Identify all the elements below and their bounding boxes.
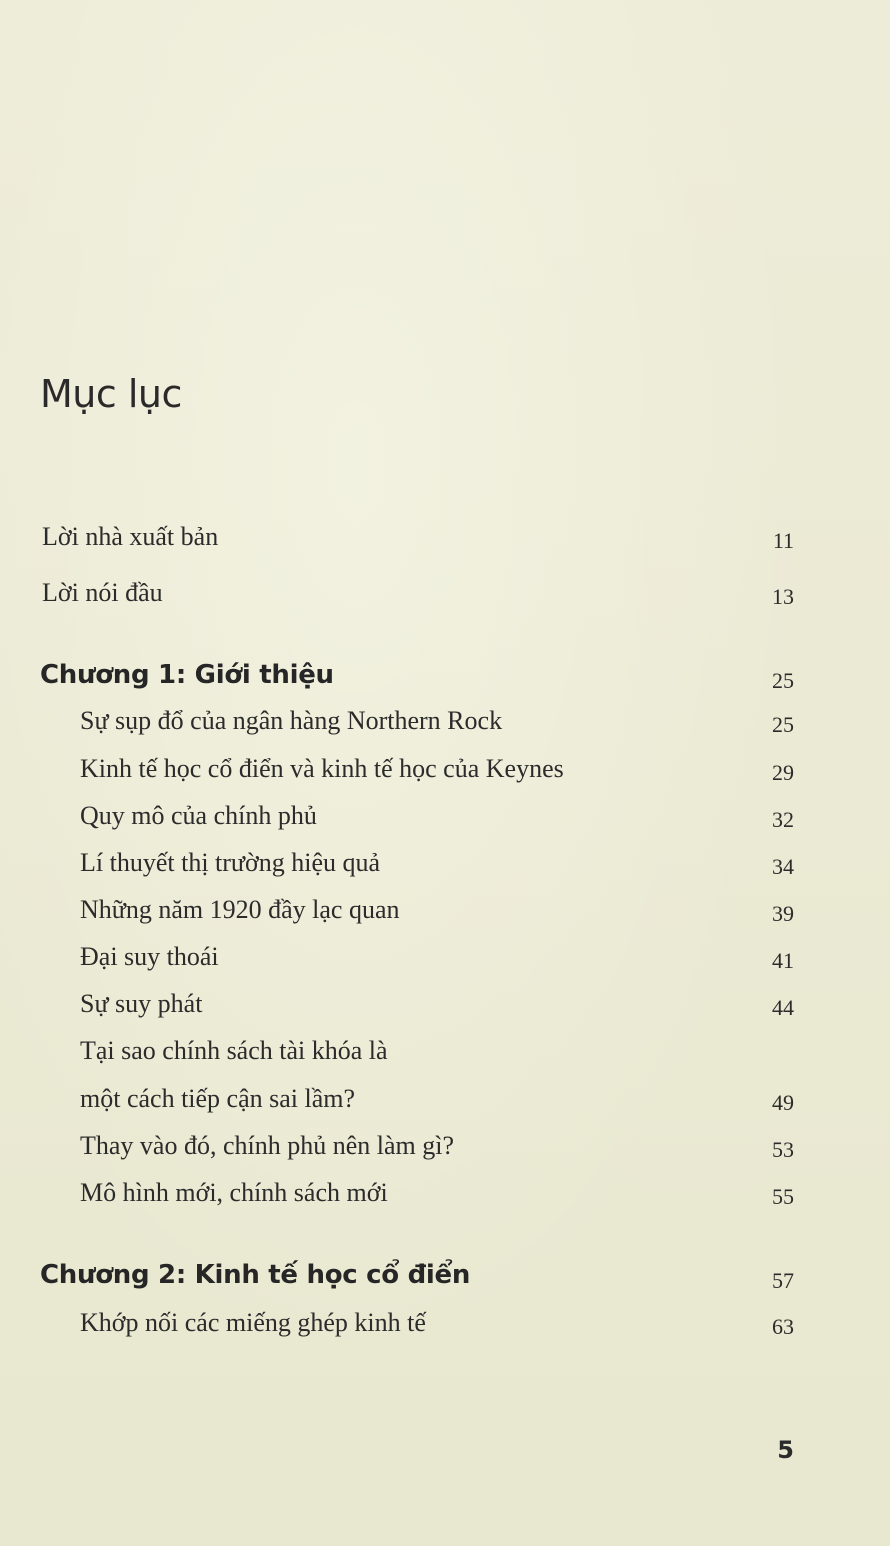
toc-entry-page: 11	[772, 528, 794, 553]
toc-entry-page: 63	[772, 1314, 794, 1339]
toc-entry	[0, 1036, 890, 1076]
toc-entry-label: Lời nói đầu	[42, 578, 163, 607]
toc-entry-label: Những năm 1920 đầy lạc quan	[80, 895, 400, 924]
toc-entry-label: Sự suy phát	[80, 989, 203, 1018]
toc-entry-label: Mô hình mới, chính sách mới	[80, 1178, 388, 1207]
toc-entry-page: 39	[772, 901, 794, 926]
toc-entry-page: 13	[772, 584, 794, 609]
page-number: 5	[777, 1436, 794, 1464]
toc-chapter-label: Chương 1: Giới thiệu	[40, 660, 334, 690]
toc-entry-page: 49	[772, 1090, 794, 1115]
toc-entry-page: 41	[772, 948, 794, 973]
toc-entry	[0, 895, 890, 935]
toc-entry	[0, 989, 890, 1029]
toc-entry-page: 44	[772, 995, 794, 1020]
toc-entry	[0, 1308, 890, 1348]
toc-entry-page: 25	[772, 712, 794, 737]
toc-chapter-2	[0, 1260, 890, 1300]
toc-entry-page: 32	[772, 807, 794, 832]
toc-entry-label: Đại suy thoái	[80, 942, 219, 971]
toc-entry-label: một cách tiếp cận sai lầm?	[80, 1084, 356, 1113]
toc-entry	[0, 942, 890, 982]
toc-chapter-page: 57	[772, 1268, 794, 1293]
toc-entry	[0, 848, 890, 888]
toc-entry-label: Khớp nối các miếng ghép kinh tế	[80, 1308, 426, 1337]
toc-entry-label: Sự sụp đổ của ngân hàng Northern Rock	[80, 706, 503, 735]
toc-entry-label: Kinh tế học cổ điển và kinh tế học của Keynes	[80, 754, 564, 783]
toc-entry-page: 34	[772, 854, 794, 879]
toc-entry-label: Quy mô của chính phủ	[80, 801, 317, 830]
toc-chapter-label: Chương 2: Kinh tế học cổ điển	[40, 1260, 471, 1290]
toc-entry	[0, 801, 890, 841]
toc-entry	[0, 1131, 890, 1171]
toc-entry	[0, 754, 890, 794]
toc-entry	[0, 1084, 890, 1124]
toc-title: Mục lục	[40, 372, 182, 416]
toc-entry	[0, 1178, 890, 1218]
toc-entry-page: 53	[772, 1137, 794, 1162]
toc-entry-preface	[0, 578, 890, 618]
toc-entry-publisher-note	[0, 522, 890, 562]
toc-entry	[0, 706, 890, 746]
toc-entry-label: Lời nhà xuất bản	[42, 522, 219, 551]
toc-entry-label: Lí thuyết thị trường hiệu quả	[80, 848, 381, 877]
toc-chapter-page: 25	[772, 668, 794, 693]
toc-entry-page: 55	[772, 1184, 794, 1209]
toc-entry-label: Thay vào đó, chính phủ nên làm gì?	[80, 1131, 455, 1160]
toc-chapter-1	[0, 660, 890, 700]
toc-entry-label: Tại sao chính sách tài khóa là	[80, 1036, 388, 1065]
toc-entry-page: 29	[772, 760, 794, 785]
